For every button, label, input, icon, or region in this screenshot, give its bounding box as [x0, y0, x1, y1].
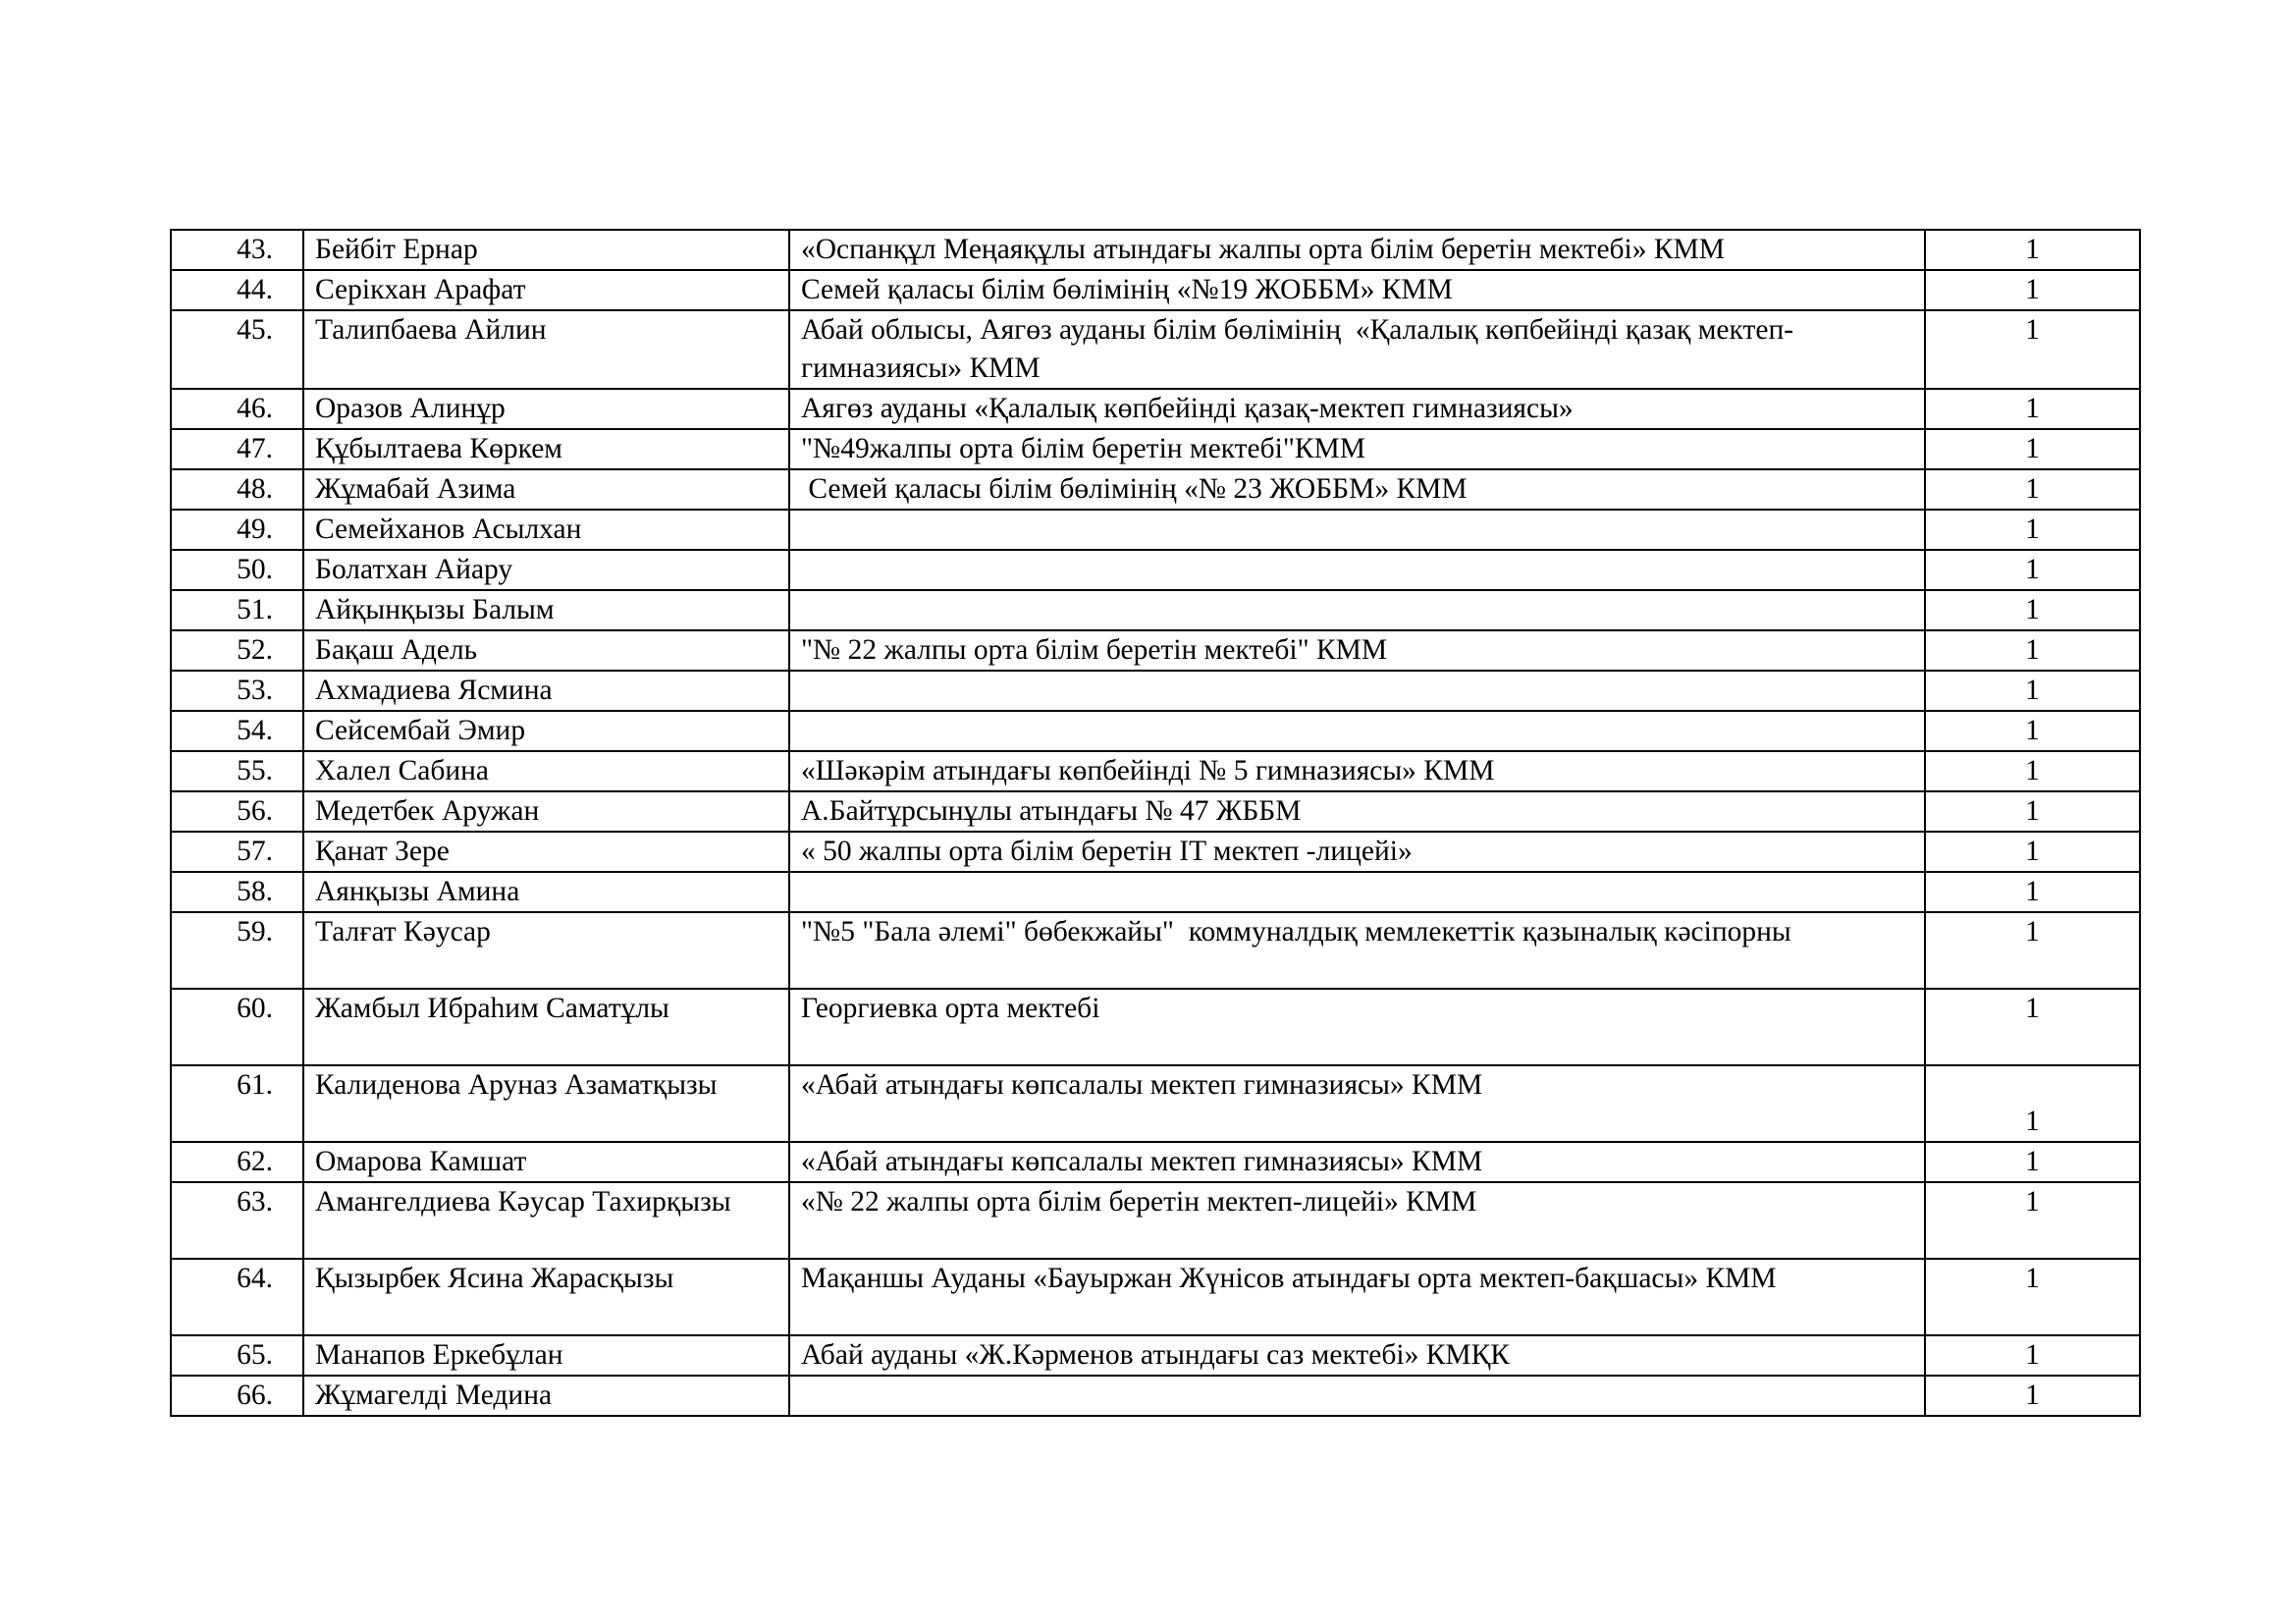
participant-name-text: Манапов Еркебұлан [315, 1339, 563, 1371]
participant-name-text: Қызырбек Ясина Жарасқызы [315, 1263, 674, 1294]
row-number [171, 1065, 303, 1142]
participant-name-text: Бейбіт Ернар [315, 234, 478, 265]
count-cell-text: 1 [2025, 473, 2040, 505]
school-name-text: Абай облысы, Аягөз ауданы білім бөлімінің «Қалалық көпбейінді қазақ мектеп-гимназиясы» КММ [801, 314, 1794, 384]
school-name [789, 590, 1925, 630]
participant-name-text: Талғат Кәусар [315, 916, 491, 947]
row-number-text: 58. [237, 876, 273, 907]
count-cell-text: 1 [2025, 1146, 2040, 1177]
school-name-text: Семей қаласы білім бөлімінің «№19 ЖОББМ» КММ [801, 274, 1453, 305]
participant-name-text: Сейсембай Эмир [315, 715, 526, 746]
participant-name [303, 389, 789, 429]
participant-name-text: Ахмадиева Ясмина [315, 675, 553, 706]
table-row [171, 1065, 2140, 1142]
school-name [789, 429, 1925, 469]
participant-name [303, 429, 789, 469]
school-name [789, 270, 1925, 310]
table-row [171, 429, 2140, 469]
count-cell [1925, 630, 2140, 671]
table-row [171, 1335, 2140, 1376]
school-name [789, 230, 1925, 270]
participant-name [303, 469, 789, 510]
participant-name-text: Медетбек Аружан [315, 795, 540, 827]
participant-name [303, 751, 789, 791]
count-cell [1925, 1142, 2140, 1182]
participant-name [303, 989, 789, 1065]
school-name [789, 1259, 1925, 1335]
participant-name [303, 630, 789, 671]
count-cell-text: 1 [2025, 993, 2040, 1024]
school-name [789, 751, 1925, 791]
school-name [789, 671, 1925, 711]
table-row [171, 469, 2140, 510]
school-name-text: « 50 жалпы орта білім беретін IT мектеп -лицейі» [801, 836, 1413, 867]
school-name-text: Мақаншы Ауданы «Бауыржан Жүнісов атындағы орта мектеп-бақшасы» КММ [801, 1263, 1777, 1294]
participant-name [303, 230, 789, 270]
row-number [171, 751, 303, 791]
count-cell-text: 1 [2025, 916, 2040, 947]
row-number [171, 469, 303, 510]
row-number-text: 60. [237, 993, 273, 1024]
table-body [171, 230, 2140, 1416]
row-number-text: 50. [237, 554, 273, 585]
count-cell-text: 1 [2025, 634, 2040, 666]
count-cell-text: 1 [2025, 554, 2040, 585]
count-cell-text: 1 [2025, 755, 2040, 786]
school-name [789, 711, 1925, 751]
count-cell [1925, 1182, 2140, 1259]
school-name [789, 1376, 1925, 1416]
participants-table [170, 229, 2141, 1417]
count-cell-text: 1 [2025, 234, 2040, 265]
participant-name [303, 912, 789, 989]
participant-name-text: Айқынқызы Балым [315, 594, 555, 625]
table-row [171, 389, 2140, 429]
row-number [171, 671, 303, 711]
count-cell [1925, 590, 2140, 630]
school-name [789, 832, 1925, 872]
count-cell [1925, 832, 2140, 872]
row-number-text: 48. [237, 473, 273, 505]
participant-name [303, 872, 789, 912]
row-number [171, 550, 303, 590]
school-name-text: "№49жалпы орта білім беретін мектебі"КММ [801, 433, 1366, 464]
row-number-text: 55. [237, 755, 273, 786]
count-cell [1925, 389, 2140, 429]
row-number [171, 510, 303, 550]
participant-name [303, 1259, 789, 1335]
row-number-text: 64. [237, 1263, 273, 1294]
participant-name-text: Калиденова Аруназ Азаматқызы [315, 1069, 718, 1101]
row-number-text: 61. [237, 1069, 273, 1101]
row-number [171, 590, 303, 630]
participant-name [303, 791, 789, 832]
row-number-text: 47. [237, 433, 273, 464]
table-row [171, 912, 2140, 989]
school-name [789, 1335, 1925, 1376]
participant-name-text: Қанат Зере [315, 836, 450, 867]
school-name-text: А.Байтұрсынұлы атындағы № 47 ЖББМ [801, 795, 1302, 827]
row-number-text: 56. [237, 795, 273, 827]
count-cell [1925, 791, 2140, 832]
count-cell [1925, 711, 2140, 751]
table-row [171, 230, 2140, 270]
count-cell-text: 1 [2025, 715, 2040, 746]
row-number-text: 59. [237, 916, 273, 947]
table-row [171, 1142, 2140, 1182]
row-number-text: 53. [237, 675, 273, 706]
count-cell [1925, 671, 2140, 711]
participant-name-text: Аянқызы Амина [315, 876, 520, 907]
school-name [789, 630, 1925, 671]
school-name [789, 1142, 1925, 1182]
row-number [171, 310, 303, 389]
table-row [171, 310, 2140, 389]
count-cell-text: 1 [2025, 594, 2040, 625]
table-row [171, 791, 2140, 832]
row-number [171, 389, 303, 429]
table-row [171, 1259, 2140, 1335]
participant-name [303, 711, 789, 751]
row-number-text: 57. [237, 836, 273, 867]
table-row [171, 1376, 2140, 1416]
row-number-text: 65. [237, 1339, 273, 1371]
school-name [789, 912, 1925, 989]
count-cell-text: 1 [2025, 274, 2040, 305]
row-number-text: 51. [237, 594, 273, 625]
count-cell-text: 1 [2025, 1186, 2040, 1218]
row-number-text: 52. [237, 634, 273, 666]
table-row [171, 550, 2140, 590]
row-number [171, 1335, 303, 1376]
participant-name [303, 270, 789, 310]
participant-name-text: Амангелдиева Кәусар Тахирқызы [315, 1186, 731, 1218]
table-row [171, 872, 2140, 912]
participant-name [303, 1335, 789, 1376]
row-number-text: 43. [237, 234, 273, 265]
count-cell-text: 1 [2025, 795, 2040, 827]
participant-name [303, 671, 789, 711]
school-name-text: «Абай атындағы көпсалалы мектеп гимназиясы» КММ [801, 1146, 1483, 1177]
school-name [789, 469, 1925, 510]
count-cell [1925, 310, 2140, 389]
participant-name [303, 510, 789, 550]
school-name-text: «Абай атындағы көпсалалы мектеп гимназиясы» КММ [801, 1069, 1483, 1101]
count-cell [1925, 270, 2140, 310]
count-cell-text: 1 [2025, 433, 2040, 464]
count-cell [1925, 751, 2140, 791]
count-cell [1925, 230, 2140, 270]
row-number [171, 1142, 303, 1182]
table-row [171, 630, 2140, 671]
row-number [171, 791, 303, 832]
participant-name-text: Жұмагелді Медина [315, 1380, 553, 1411]
row-number [171, 630, 303, 671]
row-number-text: 63. [237, 1186, 273, 1218]
count-cell-text: 1 [2025, 393, 2040, 424]
school-name [789, 989, 1925, 1065]
table-row [171, 671, 2140, 711]
school-name [789, 1182, 1925, 1259]
count-cell-text: 1 [2025, 876, 2040, 907]
row-number-text: 49. [237, 514, 273, 545]
table-row [171, 832, 2140, 872]
participant-name [303, 310, 789, 389]
count-cell-text: 1 [2025, 1339, 2040, 1371]
count-cell-text: 1 [2025, 1263, 2040, 1294]
school-name-text: Аягөз ауданы «Қалалық көпбейінді қазақ-мектеп гимназиясы» [801, 393, 1574, 424]
count-cell-text: 1 [2025, 314, 2040, 346]
count-cell [1925, 510, 2140, 550]
school-name [789, 550, 1925, 590]
count-cell-text: 1 [2025, 1106, 2040, 1137]
participant-name [303, 590, 789, 630]
table-row [171, 1182, 2140, 1259]
participant-name-text: Серікхан Арафат [315, 274, 526, 305]
participant-name [303, 1182, 789, 1259]
participant-name-text: Омарова Камшат [315, 1146, 527, 1177]
count-cell [1925, 872, 2140, 912]
count-cell [1925, 1259, 2140, 1335]
school-name-text: "№ 22 жалпы орта білім беретін мектебі" КММ [801, 634, 1388, 666]
row-number [171, 912, 303, 989]
participant-name-text: Жұмабай Азима [315, 473, 516, 505]
school-name [789, 791, 1925, 832]
table-row [171, 751, 2140, 791]
participant-name-text: Талипбаева Айлин [315, 314, 547, 346]
school-name [789, 389, 1925, 429]
count-cell [1925, 1335, 2140, 1376]
row-number [171, 1259, 303, 1335]
row-number [171, 1376, 303, 1416]
count-cell [1925, 1065, 2140, 1142]
participant-name-text: Семейханов Асылхан [315, 514, 582, 545]
school-name [789, 872, 1925, 912]
count-cell [1925, 469, 2140, 510]
row-number-text: 44. [237, 274, 273, 305]
school-name-text: Абай ауданы «Ж.Кәрменов атындағы саз мектебі» КМҚК [801, 1339, 1510, 1371]
row-number [171, 872, 303, 912]
school-name-text: «Шәкәрім атындағы көпбейінді № 5 гимназиясы» КММ [801, 755, 1495, 786]
row-number-text: 62. [237, 1146, 273, 1177]
school-name-text: «Оспанқұл Меңаяқұлы атындағы жалпы орта білім беретін мектебі» КММ [801, 234, 1726, 265]
count-cell-text: 1 [2025, 1380, 2040, 1411]
participant-name [303, 1142, 789, 1182]
count-cell-text: 1 [2025, 836, 2040, 867]
table-row [171, 711, 2140, 751]
participant-name-text: Бақаш Адель [315, 634, 478, 666]
count-cell [1925, 429, 2140, 469]
row-number [171, 270, 303, 310]
table-row [171, 590, 2140, 630]
row-number [171, 230, 303, 270]
participant-name-text: Жамбыл Ибраһим Саматұлы [315, 993, 669, 1024]
count-cell [1925, 989, 2140, 1065]
row-number-text: 54. [237, 715, 273, 746]
table-row [171, 510, 2140, 550]
count-cell-text: 1 [2025, 514, 2040, 545]
count-cell [1925, 1376, 2140, 1416]
count-cell [1925, 912, 2140, 989]
count-cell [1925, 550, 2140, 590]
row-number [171, 832, 303, 872]
participant-name-text: Оразов Алинұр [315, 393, 506, 424]
participant-name-text: Болатхан Айару [315, 554, 513, 585]
participant-name [303, 832, 789, 872]
school-name-text: Семей қаласы білім бөлімінің «№ 23 ЖОББМ» КММ [801, 473, 1468, 505]
table-row [171, 270, 2140, 310]
school-name [789, 310, 1925, 389]
row-number-text: 45. [237, 314, 273, 346]
row-number [171, 711, 303, 751]
row-number [171, 429, 303, 469]
row-number [171, 1182, 303, 1259]
row-number-text: 66. [237, 1380, 273, 1411]
count-cell-text: 1 [2025, 675, 2040, 706]
participant-name [303, 1065, 789, 1142]
participant-name [303, 1376, 789, 1416]
school-name-text: «№ 22 жалпы орта білім беретін мектеп-лицейі» КММ [801, 1186, 1477, 1218]
school-name [789, 1065, 1925, 1142]
school-name-text: "№5 "Бала әлемі" бөбекжайы" коммуналдық мемлекеттік қазыналық кәсіпорны [801, 916, 1791, 947]
row-number-text: 46. [237, 393, 273, 424]
row-number [171, 989, 303, 1065]
school-name [789, 510, 1925, 550]
participant-name-text: Халел Сабина [315, 755, 490, 786]
school-name-text: Георгиевка орта мектебі [801, 993, 1100, 1024]
table-row [171, 989, 2140, 1065]
participant-name-text: Құбылтаева Көркем [315, 433, 562, 464]
participant-name [303, 550, 789, 590]
